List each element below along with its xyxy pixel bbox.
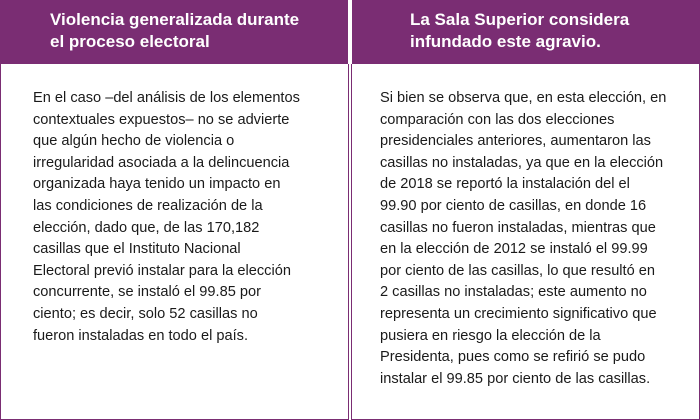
header-right	[352, 0, 700, 64]
header-left-line: Violencia generalizada durante	[50, 10, 300, 29]
body-right-line: 2 casillas no instaladas; este aumento no	[380, 284, 647, 301]
body-left-line: organizada haya tenido un impacto en	[33, 176, 281, 193]
body-right-line: comparación con las dos elecciones	[380, 111, 615, 128]
body-left-line: En el caso –del análisis de los elementos	[33, 90, 300, 106]
body-left-line: irregularidad asociada a la delincuencia	[33, 154, 290, 171]
header-right-line: La Sala Superior considera	[410, 10, 630, 29]
body-left-paragraph	[33, 88, 338, 347]
body-right-cell	[351, 64, 700, 420]
body-right-line: de 2018 se reportó la instalación del el	[380, 176, 630, 193]
body-right-line: casillas no fueron instaladas, mientras que	[380, 219, 656, 236]
body-left-line: contextuales expuestos– no se advierte	[33, 111, 290, 128]
body-right-line: representa un crecimiento significativo que	[380, 305, 657, 322]
body-left-line: Electoral previó instalar para la elección	[33, 262, 291, 279]
body-left-line: casillas que el Instituto Nacional	[33, 241, 241, 258]
body-right-line: Si bien se observa que, en esta elección, en	[380, 90, 667, 106]
header-right-line: infundado este agravio.	[410, 32, 601, 51]
body-right-line: instalar el 99.85 por ciento de las casillas.	[380, 370, 651, 387]
body-right-line: Presidenta, pues como se refirió se pudo	[380, 349, 646, 366]
body-left-line: ciento; es decir, solo 52 casillas no	[33, 305, 258, 322]
body-left-line: fueron instaladas en todo el país.	[33, 327, 249, 344]
body-right-line: casillas no instaladas, ya que en la elección	[380, 154, 664, 171]
body-right-paragraph	[380, 88, 689, 390]
header-left	[0, 0, 348, 64]
body-right-line: en la elección de 2012 se instaló el 99.99	[380, 241, 648, 258]
body-right-line: pusiera en riesgo la elección de la	[380, 327, 601, 344]
body-right-line: 99.90 por ciento de casillas, en donde 16	[380, 197, 647, 214]
body-right-line: por ciento de las casillas, lo que resultó en	[380, 262, 656, 279]
body-left-cell	[0, 64, 349, 420]
body-left-line: concurrente, se instaló el 99.85 por	[33, 284, 261, 301]
header-left-line: el proceso electoral	[50, 32, 210, 51]
body-right-line: presidenciales anteriores, aumentaron las	[380, 133, 651, 150]
body-left-line: elección, dado que, de las 170,182	[33, 219, 260, 236]
body-left-line: que algún hecho de violencia o	[33, 133, 235, 150]
body-left-line: las condiciones de realización de la	[33, 197, 263, 214]
